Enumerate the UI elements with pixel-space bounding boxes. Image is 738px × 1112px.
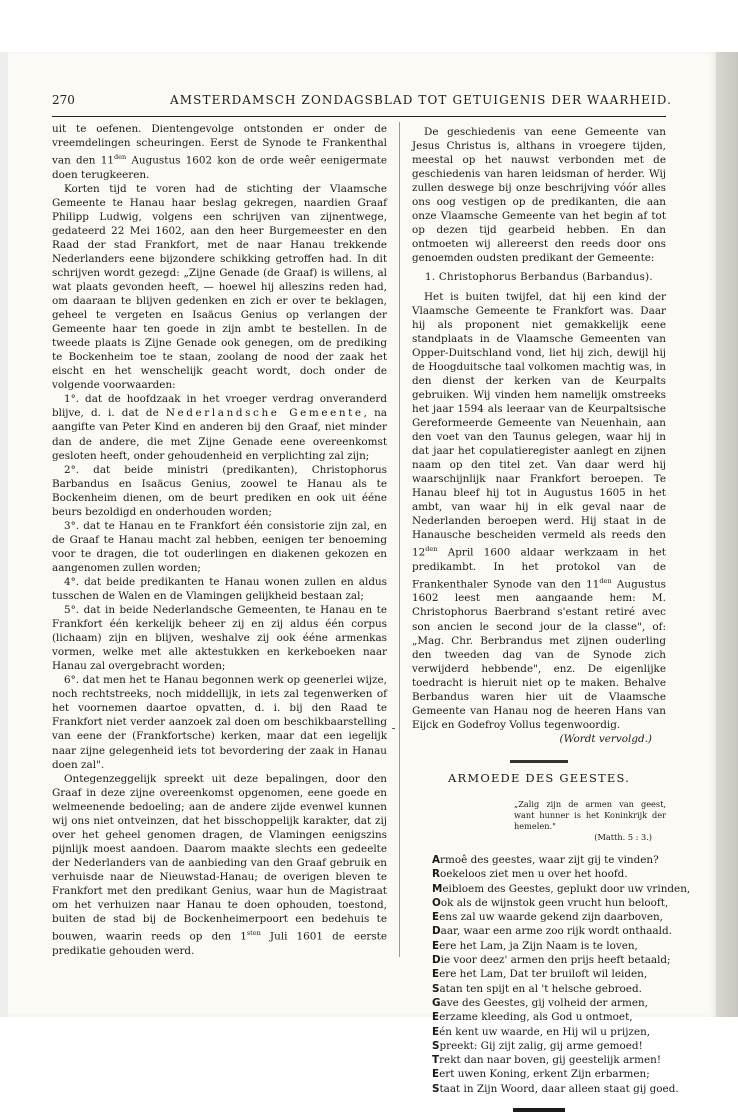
poem-line: Staat in Zijn Woord, daar alleen staat gij goed. <box>432 1082 679 1095</box>
paragraph: Ontegenzeggelijk spreekt uit deze bepalingen, door den Graaf in deze zijne overeenkomst opgenomen, eene goede en welmeenende bedoeling; aan de andere zijde evenwel kunnen wij ons niet ontveinzen, dat het bisschoppelijk karakter, dat zij over het geheel genomen dragen, de Vlamingen eenigszins pijnlijk moest aandoen. Daarom maakte slechts een gedeelte der Nederlanders van de aanbieding van den Graaf gebruik en verhuisde naar de Nieuwstad-Hanau; de overigen bleven te Frankfort met den predikant Genius, waar hun de Magistraat om het verhuizen naar Hanau te doen ophouden, toestond, buiten de stad bij de Bockenheimerpoort een bedehuis te bouwen, waarin reeds op den $1^{sten}$ Juli 1601 de eerste predikatie gehouden werd. <box>52 772 387 957</box>
poem-line: Eén kent uw waarde, en Hij wil u prijzen, <box>432 1025 651 1038</box>
acrostic-initial: S <box>432 982 440 995</box>
acrostic-initial: M <box>432 882 443 895</box>
poem-line: Die voor deez' armen den prijs heeft betaald; <box>432 954 671 967</box>
poem-line: Eens zal uw waarde gekend zijn daarboven, <box>432 911 663 924</box>
paragraph: Het is buiten twijfel, dat hij een kind der Vlaamsche Gemeente te Frankfort was. Daar hij als proponent niet gemakkelijk eene standplaats in de Vlaamsche Gemeenten van Opper-Duitschland vond, liet hij zich, dewijl hij de Hoogduitsche taal volkomen machtig was, in den dienst der kerken van de Keurpalts gebruiken. Wij vinden hem namelijk omstreeks het jaar 1594 als leeraar van de Keurpaltsische Gereformeerde Gemeente van Neuenhain, aan den voet van den Taunus gelegen, waar hij in dat jaar het copulatieregister aanlegt en zijnen naam op den titel zet. Van daar werd hij waarschijnlijk naar Frankfort beroepen. Te Hanau bleef hij tot in Augustus 1605 in het ambt, van waar hij in elk geval naar de Nederlanden beroepen werd. Hij staat in de Hanausche bescheiden vermeld als reeds den $12^{den}$ April 1600 aldaar werkzaam in het predikambt. In het protokol van de Frankenthaler Synode van den $11^{den}$ Augustus 1602 leest men aangaande hem: M. Christophorus Baerbrand s'estant retiré avec son ancien le second jour de la classe", of: „Mag. Chr. Berbrandus met zijnen ouderling den tweeden dag van de Synode zich verwijderd hebbende", enz. De eigenlijke toedracht is hieruit niet op te maken. Behalve Berbandus waren hier uit de Vlaamsche Gemeente van Hanau nog de heeren Hans van Eijck en Godefroy Vollus tegenwoordig. <box>412 290 666 731</box>
acrostic-initial: D <box>432 954 441 967</box>
condition-2: 2°. dat beide ministri (predikanten), Christophorus Barbandus en Isaäcus Genius, zoowel te Hanau als te Bockenheim dienen, om de beurt prediken en ook uit ééne beurs bezoldigd en onderhouden worden; <box>52 463 387 518</box>
header-rule <box>52 116 666 117</box>
paragraph: De geschiedenis van eene Gemeente van Jesus Christus is, althans in vroegere tijden, meestal op het nauwst verbonden met de geschiedenis van haren leidsman of herder. Wij zullen deswege bij onze beschrijving vóór alles ons oog vestigen op de predikanten, die aan onze Vlaamsche Gemeente van het begin af tot op dezen tijd gearbeid hebben. En dan ontmoeten wij allereerst den reeds door ons genoemden oudsten predikant der Gemeente: <box>412 126 666 265</box>
running-header <box>52 93 672 109</box>
poem-line: Eert uwen Koning, erkent Zijn erbarmen; <box>432 1068 650 1081</box>
poem-line: Armoê des geestes, waar zijt gij te vinden? <box>432 854 659 866</box>
acrostic-initial: E <box>432 939 440 952</box>
page-edge-shadow <box>716 52 738 1017</box>
acrostic-initial: S <box>432 1039 440 1052</box>
poem-line: Meibloem des Geestes, geplukt door uw vrinden, <box>432 882 691 895</box>
column-divider <box>399 122 400 957</box>
running-title: AMSTERDAMSCH ZONDAGSBLAD TOT GETUIGENIS DER WAARHEID. <box>170 93 672 107</box>
poem-line: Roekeloos ziet men u over het hoofd. <box>432 868 628 881</box>
poem-line: Eere het Lam, ja Zijn Naam is te loven, <box>432 939 638 952</box>
acrostic-initial: S <box>432 1082 440 1095</box>
acrostic-initial: T <box>432 1054 440 1067</box>
acrostic-initial: E <box>432 968 440 981</box>
acrostic-initial: O <box>432 896 441 909</box>
acrostic-initial: E <box>432 1068 440 1081</box>
condition-3: 3°. dat te Hanau en te Frankfort één consistorie zijn zal, en de Graaf te Hanau macht zal hebben, eenigen ter benoeming voor te dragen, die tot ouderlingen en diakenen gekozen en aangenomen zullen worden; <box>52 519 387 574</box>
poem-line: Ook als de wijnstok geen vrucht hun belooft, <box>432 896 669 909</box>
condition-6: 6°. dat men het te Hanau begonnen werk op geenerlei wijze, noch rechtstreeks, noch middellijk, in iets zal tegenwerken of het voornemen daartoe opvatten, d. i. bij den Raad te Frankfort niet verder aanzoek zal doen om beschikbaarstelling van eene der (Frankfortsche) kerken, maar dat een iegelijk naar zijne gelegenheid iets tot bevordering der zaak in Hanau doen zal". <box>52 674 387 771</box>
margin-mark <box>392 728 395 729</box>
section-heading: 1. Christophorus Berbandus (Barbandus). <box>425 272 653 284</box>
paragraph: Korten tijd te voren had de stichting der Vlaamsche Gemeente te Hanau haar beslag gekregen, naardien Graaf Philipp Ludwig, volgens een schrijven van zijnentwege, gedateerd 22 Mei 1602, aan den heer Burgemeester en den Raad der stad Frankfort, met de naar Hanau trekkende Nederlanders eene bijzondere schikking getroffen had. In dit schrijven wordt gezegd: „Zijne Genade (de Graaf) is willens, al wat plaats gevonden heeft, — hoewel hij alleszins reden had, om daaraan te blijven gedenken en zich er over te beklagen, geheel te vergeten en Isaäcus Genius op verlangen der Gemeente haar ten goede in zijn ambt te bestellen. In de tweede plaats is Zijne Genade ook genegen, om de prediking te Bockenheim toe te staan, zoolang de nood der zaak het eischt en het wenschelijk geacht wordt, doch onder de volgende voorwaarden: <box>52 182 387 392</box>
poem-line: Daar, waar een arme zoo rijk wordt onthaald. <box>432 925 672 938</box>
spaced-emphasis: Nederlandsche Gemeente <box>165 407 364 420</box>
section-ornament <box>510 760 568 763</box>
poem-epigraph: „Zalig zijn de armen van geest, want hunner is het Koninkrijk der hemelen." <box>514 799 666 831</box>
poem-line: Satan ten spijt en al 't helsche gebroed. <box>432 982 642 995</box>
poem-line: Gave des Geestes, gij volheid der armen, <box>432 996 648 1009</box>
poem-line: Eere het Lam, Dat ter bruiloft wil leiden, <box>432 968 648 981</box>
condition-4: 4°. dat beide predikanten te Hanau wonen zullen en aldus tusschen de Walen en de Vlamingen gelijkheid bestaan zal; <box>52 575 387 603</box>
epigraph-reference: (Matth. 5 : 3.) <box>594 832 652 842</box>
poem-title: ARMOEDE DES GEESTES. <box>447 770 631 785</box>
page-number: 270 <box>52 93 75 107</box>
acrostic-initial: E <box>432 1025 440 1038</box>
condition-5: 5°. dat in beide Nederlandsche Gemeenten, te Hanau en te Frankfort één kerkelijk beheer zij en zij aldus één corpus (lichaam) zijn en blijven, weshalve zij ook ééne armenkas vormen, welke met alle aktestukken en kerkeboeken naar Hanau zal overgebracht worden; <box>52 604 387 673</box>
right-column <box>412 125 691 1112</box>
left-column <box>52 122 387 958</box>
poem-line: Spreekt: Gij zijt zalig, gij arme gemoed! <box>432 1039 643 1052</box>
acrostic-initial: D <box>432 925 441 938</box>
acrostic-initial: A <box>432 854 441 866</box>
poem-body <box>432 853 691 1096</box>
poem-line: Eerzame kleeding, als God u ontmoet, <box>432 1011 633 1024</box>
continued-note: (Wordt vervolgd.) <box>559 732 652 745</box>
paragraph: uit te oefenen. Dientengevolge ontstonden er onder de vreemdelingen scheuringen. Eerst de Synode te Frankenthal van den $11^{den}$ Augustus 1602 kon de orde weêr eenigermate doen terugkeeren. <box>52 123 387 181</box>
acrostic-initial: R <box>432 868 441 881</box>
poem-line: Trekt dan naar boven, gij geestelijk armen! <box>432 1054 662 1067</box>
acrostic-initial: E <box>432 911 440 924</box>
end-ornament <box>513 1108 565 1112</box>
condition-1: 1°. dat de hoofdzaak in het vroeger verdrag onveranderd blijve, d. i. dat de Nederlandsche Gemeente, na aangifte van Peter Kind en anderen bij den Graaf, niet minder dan de andere, die met Zijne Genade eene overeenkomst gesloten heeft, onder gehoudenheid en verplichting zal zijn; <box>52 393 387 462</box>
acrostic-initial: E <box>432 1011 440 1024</box>
acrostic-initial: G <box>432 996 441 1009</box>
